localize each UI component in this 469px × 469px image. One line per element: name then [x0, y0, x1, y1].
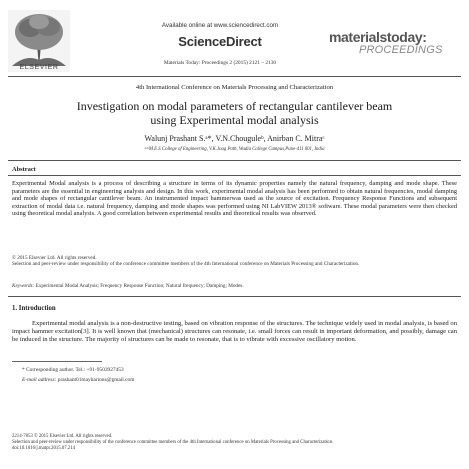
copyright-line-2: Selection and peer-review under responsibility of the conference committee members of the 4th International conference on Materials Processing and Characterization. [12, 261, 360, 268]
title-line-1: Investigation on modal parameters of rectangular cantilever beam [76, 99, 393, 113]
materials-today-logo [329, 30, 457, 56]
keywords-label: Keywords: [12, 283, 35, 289]
doi-link[interactable]: doi:10.1016/j.matpr.2015.07.214 [12, 446, 76, 451]
header-divider [8, 76, 461, 77]
abstract-heading-divider [8, 175, 461, 176]
section-heading-introduction: 1. Introduction [12, 305, 56, 312]
sciencedirect-logo[interactable]: ScienceDirect [178, 34, 262, 49]
journal-citation: Materials Today: Proceedings 2 (2015) 2121 – 2130 [163, 60, 277, 66]
title-line-2: using Experimental modal analysis [150, 112, 319, 127]
peer-review-line: Selection and peer-review under responsibility of the conference committee members of the 4th International conference on Materials Processing and Characterization. [12, 440, 334, 445]
journal-logo-bottom: PROCEEDINGS [359, 44, 443, 56]
copyright-notice [12, 255, 457, 267]
corresponding-author: * Corresponding author. Tel.: +91-9503927453 [22, 367, 124, 373]
email-address[interactable]: prashant01maybarions@gmail.com [57, 377, 135, 383]
bottom-publication-note [12, 434, 457, 452]
introduction-paragraph: Experimental modal analysis is a non-destructive testing, based on vibration response of the structures. The technique widely used in modal analysis, is based on impact hammer excitation[3]. It is well known that (mechanical) structures can resonate, i.e. small forces can result in important deformation, and possibly, damage can be induced in the structure. The majority of structures can be made to resonate, that is to vibrate with excessive oscillatory motion. [12, 320, 457, 344]
page-header [0, 8, 469, 78]
author-list: Walunj Prashant S.ᵃ*, V.N.Chouguleᵇ, Anirban C. Mitraᶜ [144, 134, 325, 143]
available-online-text[interactable]: Available online at www.sciencedirect.com [161, 22, 279, 29]
abstract-text: Experimental Modal analysis is a process of describing a structure in terms of its dynamic properties namely the natural frequency, damping and mode shape. These parameters are the essential in engineering analysis and design. In this work, experimental modal analysis has been performed to obtain natural frequencies, modal damping and mode shapes of rectangular cantilever beam. An instrumented impact hammerwas used as the source of excitation. Frequency Response Functions and subsequent extraction of modal data i.e. natural frequency, damping and mode shapes was performed using NI LabVIEW 2013® software. These modal parameters were then checked using theoretical modal analysis. A good correlation between experimental results and theoretical results was observed. [12, 180, 457, 218]
journal-logo-top: materialstoday: [329, 29, 427, 45]
abstract-bottom-divider [8, 296, 461, 297]
publisher-name: ELSEVIER [19, 64, 59, 71]
abstract-top-divider [8, 160, 461, 161]
affiliation: ᵃᵇᶜM.E.S College of Engineering, V.K.Joag Path, Wadia College Campus,Pune-411 001, India [144, 147, 325, 152]
keywords-list: Experimental Modal Analysis; Frequency Response Function; Natural frequency; Damping; Modes. [35, 283, 244, 289]
elsevier-tree-logo [8, 10, 70, 72]
paper-title [20, 100, 449, 127]
issn-line: 2214-7853 © 2015 Elsevier Ltd. All rights reserved. [12, 434, 113, 439]
email-footnote [22, 377, 322, 383]
email-label: E-mail address: [22, 377, 57, 383]
copyright-line-1: © 2015 Elsevier Ltd. All rights reserved. [12, 255, 97, 261]
conference-name: 4th International Conference on Materials Processing and Characterization [135, 84, 334, 91]
introduction-text [12, 320, 457, 344]
footnote-divider [12, 361, 102, 362]
keywords [12, 283, 457, 289]
abstract-heading: Abstract [12, 166, 36, 173]
